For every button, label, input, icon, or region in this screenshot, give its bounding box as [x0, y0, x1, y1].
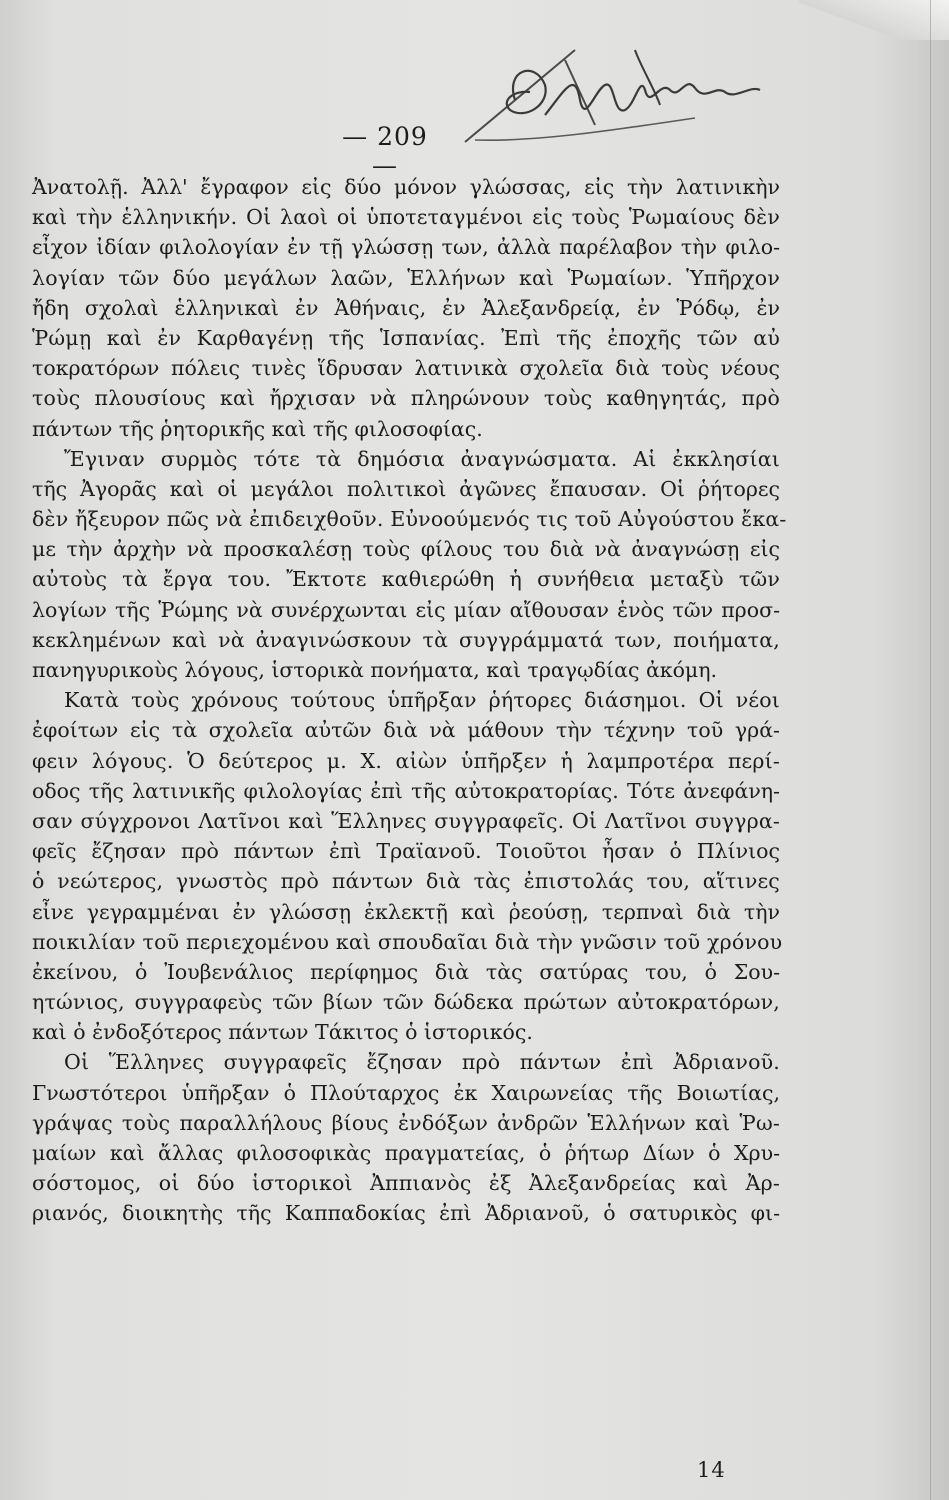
text-line: οδος τῆς λατινικῆς φιλολογίας ἐπὶ τῆς αὐτοκρατορίας. Τότε ἀνεφάνη- [32, 778, 780, 803]
text-line: Κατὰ τοὺς χρόνους τούτους ὑπῆρξαν ῥήτορες διάσημοι. Οἱ νέοι [64, 688, 780, 713]
text-line: καὶ ὁ ἐνδοξότερος πάντων Τάκιτος ὁ ἱστορικός. [32, 1020, 533, 1045]
text-line: σαν σύγχρονοι Λατῖνοι καὶ Ἕλληνες συγγραφεῖς. Οἱ Λατῖνοι συγγρα- [32, 808, 780, 833]
text-line: Ἔγιναν συρμὸς τότε τὰ δημόσια ἀναγνώσματα. Αἱ ἐκκλησίαι [64, 446, 780, 471]
text-line: λογίαν τῶν δύο μεγάλων λαῶν, Ἑλλήνων καὶ Ῥωμαίων. Ὑπῆρχον [32, 265, 780, 290]
text-line: ἐφοίτων εἰς τὰ σχολεῖα αὐτῶν διὰ νὰ μάθουν τὴν τέχνην τοῦ γρά- [32, 718, 780, 743]
text-line: καὶ τὴν ἑλληνικήν. Οἱ λαοὶ οἱ ὑποτεταγμένοι εἰς τοὺς Ῥωμαίους δὲν [32, 205, 780, 230]
text-line: ητώνιος, συγγραφεὺς τῶν βίων τῶν δώδεκα πρώτων αὐτοκρατόρων, [32, 990, 780, 1015]
page-edge [930, 0, 931, 1500]
text-line: κεκλημένων καὶ νὰ ἀναγινώσκουν τὰ συγγράμματά των, ποιήματα, [32, 627, 780, 652]
text-line: δὲν ἤξευρον πῶς νὰ ἐπιδειχθοῦν. Εὐνοούμενός τις τοῦ Αὐγούστου ἔκα- [32, 507, 787, 532]
page-number: — 209 — [342, 122, 428, 180]
text-line: τῆς Ἀγορᾶς καὶ οἱ μεγάλοι πολιτικοὶ ἀγῶνες ἔπαυσαν. Οἱ ῥήτορες [32, 476, 780, 501]
text-line: φεῖς ἔζησαν πρὸ πάντων ἐπὶ Τραϊανοῦ. Τοιοῦτοι ἦσαν ὁ Πλίνιος [32, 839, 780, 864]
text-line: πάντων τῆς ῥητορικῆς καὶ τῆς φιλοσοφίας. [32, 416, 483, 441]
text-line: λογίων τῆς Ῥώμης νὰ συνέρχωνται εἰς μίαν αἴθουσαν ἑνὸς τῶν προσ- [32, 597, 780, 622]
text-line: τοκρατόρων πόλεις τινὲς ἵδρυσαν λατινικὰ σχολεῖα διὰ τοὺς νέους [32, 356, 780, 381]
page-corner [799, 0, 949, 40]
text-line: αὐτοὺς τὰ ἔργα του. Ἔκτοτε καθιερώθη ἡ συνήθεια μεταξὺ τῶν [32, 567, 780, 592]
body-text [32, 172, 787, 1229]
text-line: Οἱ Ἕλληνες συγγραφεῖς ἔζησαν πρὸ πάντων ἐπὶ Ἀδριανοῦ. [64, 1050, 780, 1075]
text-line: σόστομος, οἱ δύο ἱστορικοὶ Ἀππιανὸς ἐξ Ἀλεξανδρείας καὶ Ἀρ- [32, 1171, 780, 1196]
text-line: ὁ νεώτερος, γνωστὸς πρὸ πάντων διὰ τὰς ἐπιστολάς του, αἵτινες [32, 869, 780, 894]
text-line: ἤδη σχολαὶ ἑλληνικαὶ ἐν Ἀθήναις, ἐν Ἀλεξανδρείᾳ, ἐν Ῥόδῳ, ἐν [32, 295, 780, 320]
text-line: φειν λόγους. Ὁ δεύτερος μ. Χ. αἰὼν ὑπῆρξεν ἡ λαμπροτέρα περί- [32, 748, 780, 773]
signature-mark: 14 [697, 1458, 726, 1482]
text-line: με τὴν ἀρχὴν νὰ προσκαλέσῃ τοὺς φίλους του διὰ νὰ ἀναγνώσῃ εἰς [32, 537, 780, 562]
text-line: γράψας τοὺς παραλλήλους βίους ἐνδόξων ἀνδρῶν Ἑλλήνων καὶ Ῥω- [32, 1110, 780, 1135]
handwritten-signature [455, 30, 785, 160]
text-line: Γνωστότεροι ὑπῆρξαν ὁ Πλούταρχος ἐκ Χαιρωνείας τῆς Βοιωτίας, [32, 1080, 780, 1105]
text-line: ριανός, διοικητὴς τῆς Καππαδοκίας ἐπὶ Ἀδριανοῦ, ὁ σατυρικὸς φι- [32, 1201, 780, 1226]
text-line: Ἀνατολῇ. Ἀλλ' ἔγραφον εἰς δύο μόνον γλώσσας, εἰς τὴν λατινικὴν [32, 175, 780, 199]
text-line: Ῥώμῃ καὶ ἐν Καρθαγένῃ τῆς Ἱσπανίας. Ἐπὶ τῆς ἐποχῆς τῶν αὐ [32, 325, 780, 350]
text-line: τοὺς πλουσίους καὶ ἤρχισαν νὰ πληρώνουν τοὺς καθηγητάς, πρὸ [32, 386, 780, 411]
text-line: μαίων καὶ ἄλλας φιλοσοφικὰς πραγματείας, ὁ ῥήτωρ Δίων ὁ Χρυ- [32, 1141, 780, 1165]
text-line: ποικιλίαν τοῦ περιεχομένου καὶ σπουδαῖαι διὰ τὴν γνῶσιν τοῦ χρόνου [32, 929, 783, 954]
text-line: πανηγυρικοὺς λόγους, ἱστορικὰ πονήματα, καὶ τραγῳδίας ἀκόμη. [32, 658, 718, 682]
text-line: ἐκείνου, ὁ Ἰουβενάλιος περίφημος διὰ τὰς σατύρας του, ὁ Σου- [32, 959, 780, 984]
text-line: εἶχον ἰδίαν φιλολογίαν ἐν τῇ γλώσσῃ των, ἀλλὰ παρέλαβον τὴν φιλο- [32, 235, 780, 260]
text-line: εἶνε γεγραμμέναι ἐν γλώσσῃ ἐκλεκτῇ καὶ ῥεούσῃ, τερπναὶ διὰ τὴν [32, 899, 780, 924]
